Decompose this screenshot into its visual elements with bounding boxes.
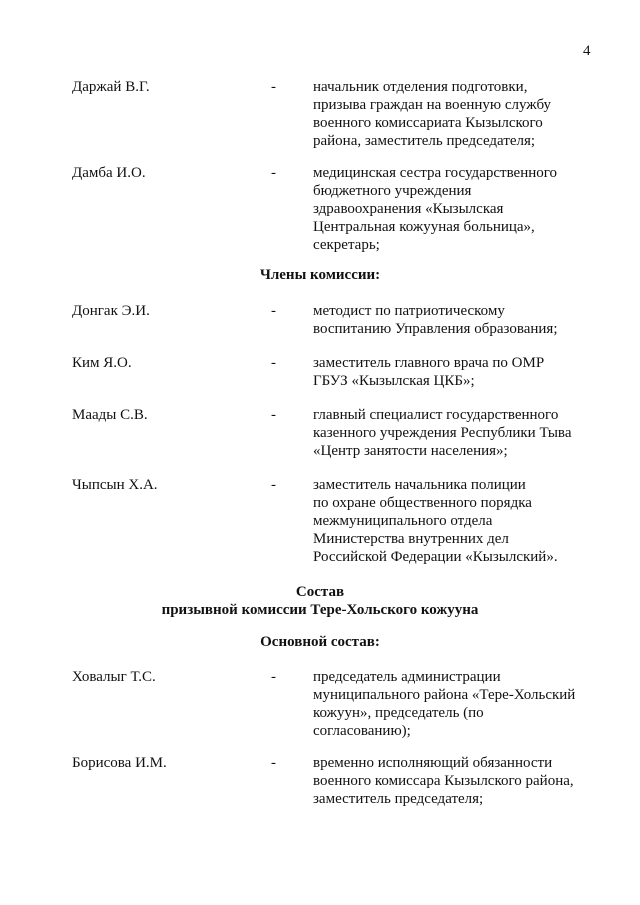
person-position (313, 354, 595, 390)
dash: - (271, 477, 276, 493)
composition-heading-line: Состав (295, 584, 345, 600)
person-position (313, 406, 595, 460)
position-line: казенного учреждения Республики Тыва (313, 425, 572, 441)
position-line: воспитанию Управления образования; (313, 321, 558, 337)
composition-heading (0, 583, 640, 619)
position-line: временно исполняющий обязанности (313, 755, 553, 771)
position-line: секретарь; (313, 237, 380, 253)
position-line: председатель администрации (313, 669, 501, 685)
page-number: 4 (583, 43, 591, 59)
dash: - (271, 355, 276, 371)
members-heading: Члены комиссии: (259, 267, 381, 283)
dash: - (271, 669, 276, 685)
position-line: главный специалист государственного (313, 407, 559, 423)
position-line: методист по патриотическому (313, 303, 505, 319)
person-name: Ким Я.О. (72, 355, 132, 371)
person-name: Дамба И.О. (72, 165, 146, 181)
position-line: «Центр занятости населения»; (313, 443, 508, 459)
dash: - (271, 303, 276, 319)
dash: - (271, 79, 276, 95)
position-line: медицинская сестра государственного (313, 165, 558, 181)
position-line: муниципального района «Тере-Хольский (313, 687, 576, 703)
position-line: ГБУЗ «Кызылская ЦКБ»; (313, 373, 475, 389)
position-line: межмуниципального отдела (313, 513, 493, 529)
position-line: военного комиссара Кызылского района, (313, 773, 574, 789)
position-line: военного комиссариата Кызылского (313, 115, 543, 131)
position-line: Министерства внутренних дел (313, 531, 509, 547)
main-composition-heading: Основной состав: (260, 634, 380, 650)
position-line: согласованию); (313, 723, 411, 739)
position-line: заместитель главного врача по ОМР (313, 355, 545, 371)
person-position (313, 302, 595, 338)
person-position (313, 164, 595, 254)
position-line: начальник отделения подготовки, (313, 79, 528, 95)
position-line: Центральная кожууная больница», (313, 219, 535, 235)
person-position (313, 78, 595, 150)
person-position (313, 668, 595, 740)
person-name: Ховалыг Т.С. (72, 669, 156, 685)
person-name: Борисова И.М. (72, 755, 167, 771)
position-line: кожуун», председатель (по (313, 705, 484, 721)
position-line: здравоохранения «Кызылская (313, 201, 504, 217)
position-line: района, заместитель председателя; (313, 133, 536, 149)
person-name: Донгак Э.И. (72, 303, 150, 319)
composition-heading-line: призывной комиссии Тере-Хольского кожууна (161, 602, 479, 618)
person-position (313, 476, 595, 566)
dash: - (271, 407, 276, 423)
dash: - (271, 165, 276, 181)
person-position (313, 754, 595, 808)
dash: - (271, 755, 276, 771)
position-line: заместитель начальника полиции (313, 477, 526, 493)
person-name: Маады С.В. (72, 407, 148, 423)
position-line: Российской Федерации «Кызылский». (313, 549, 558, 565)
position-line: призыва граждан на военную службу (313, 97, 552, 113)
person-name: Чыпсын Х.А. (72, 477, 158, 493)
person-name: Даржай В.Г. (72, 79, 150, 95)
position-line: бюджетного учреждения (313, 183, 472, 199)
position-line: заместитель председателя; (313, 791, 484, 807)
position-line: по охране общественного порядка (313, 495, 532, 511)
